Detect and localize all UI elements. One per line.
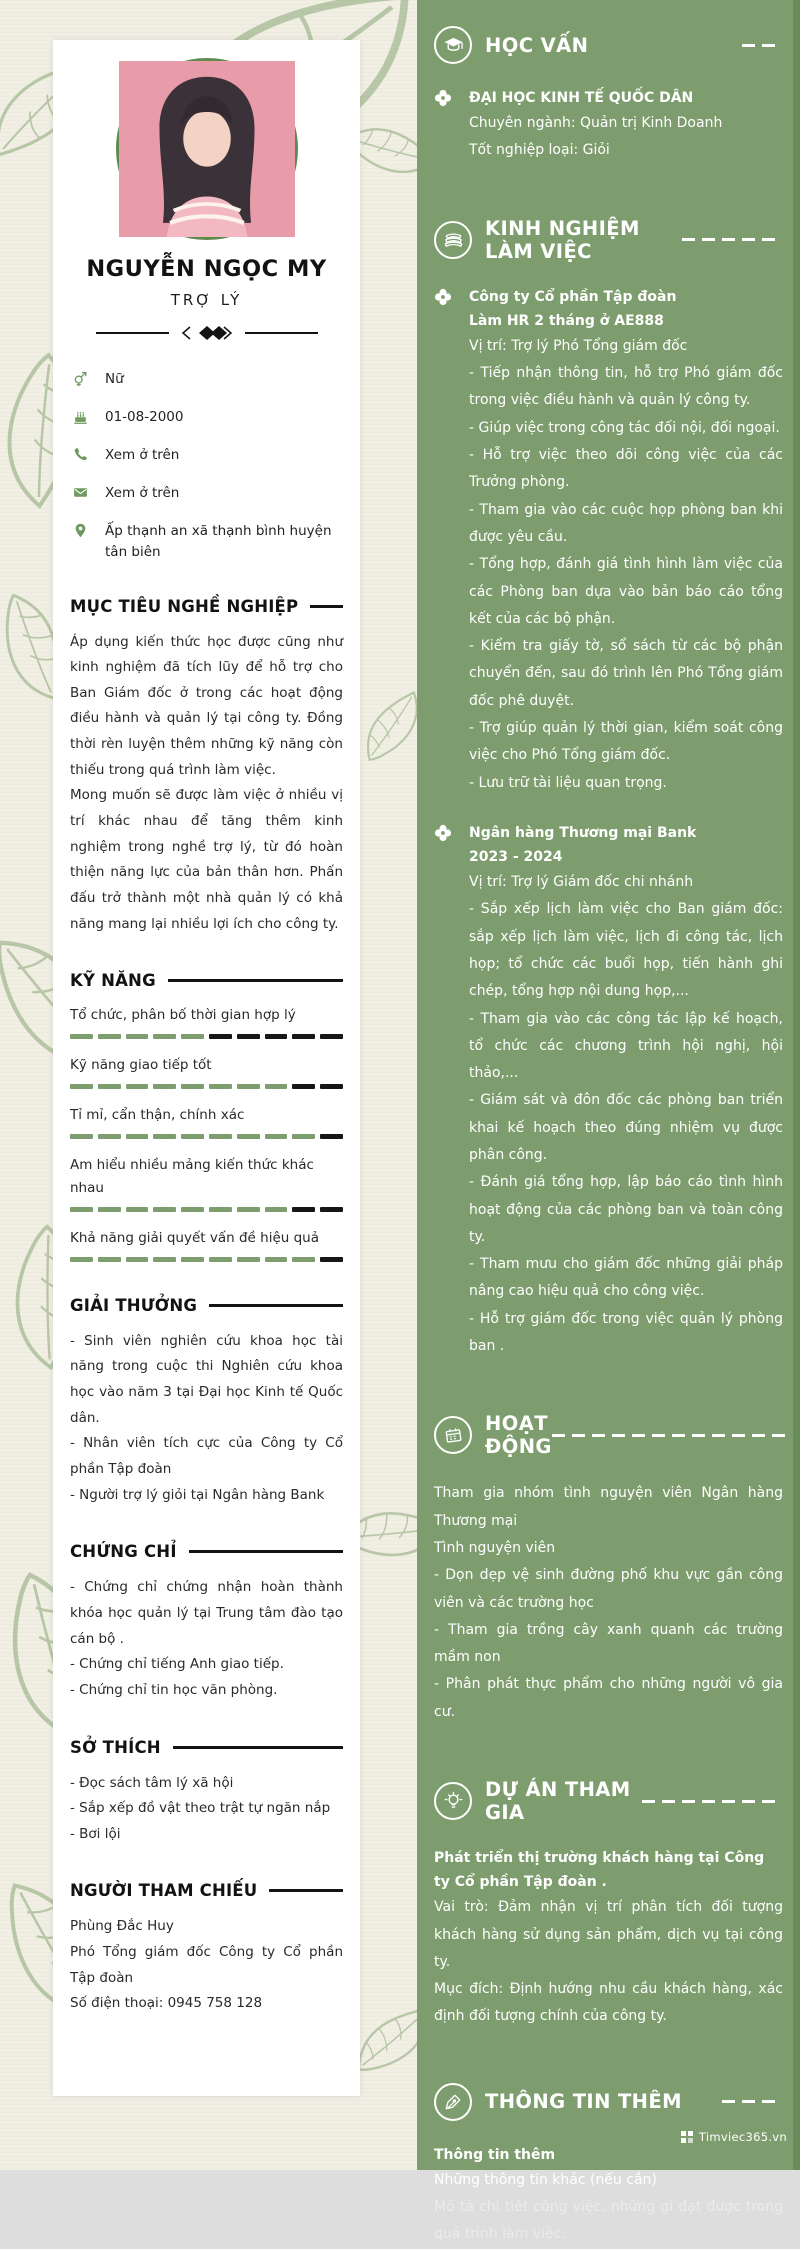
skill-level-bar	[70, 1134, 343, 1139]
entry-heading: Làm HR 2 tháng ở AE888	[469, 312, 664, 329]
skill-level-segment	[70, 1257, 93, 1262]
skill-level-segment	[126, 1034, 149, 1039]
section-header	[434, 26, 783, 64]
text-line: - Hỗ trợ việc theo dõi công việc của các Trưởng phòng.	[469, 447, 783, 491]
skills-list	[70, 1004, 343, 1262]
text-line: Số điện thoại: 0945 758 128	[70, 1995, 263, 2012]
header-dash	[762, 1800, 775, 1803]
text-block	[434, 1846, 783, 2031]
text-line: - Tiếp nhận thông tin, hỗ trợ Phó giám đốc trong việc điều hành và quản lý công ty.	[469, 365, 783, 409]
location-icon	[70, 521, 90, 563]
text-line: Vị trí: Trợ lý Phó Tổng giám đốc	[469, 337, 688, 354]
section-title: KỸ NĂNG	[70, 971, 156, 991]
section-title: THÔNG TIN THÊM	[485, 2090, 682, 2114]
text-line: - Lưu trữ tài liệu quan trọng.	[469, 774, 667, 791]
text-line: Phùng Đắc Huy	[70, 1918, 174, 1935]
skill-level-segment	[181, 1207, 204, 1212]
skill-level-segment	[126, 1207, 149, 1212]
site-watermark	[681, 2130, 787, 2144]
calendar-icon	[434, 1416, 472, 1454]
header-dash	[682, 238, 695, 241]
skill-item	[70, 1054, 343, 1089]
skill-level-segment	[153, 1134, 176, 1139]
section-awards	[70, 1296, 343, 1508]
books-icon	[434, 221, 472, 259]
section-header	[70, 1738, 343, 1757]
text-line: - Tổng hợp, đánh giá tình hình làm việc của các Phòng ban dựa vào bản báo cáo tổng kết của các bộ phận.	[469, 556, 783, 627]
skill-level-segment	[181, 1134, 204, 1139]
header-dash	[742, 238, 755, 241]
skill-level-segment	[292, 1257, 315, 1262]
text-line: Áp dụng kiến thức học được cũng như kinh nghiệm đã tích lũy để hỗ trợ cho Ban Giám đốc ở trong các hoạt động điều hành và quản lý tại công ty. Đồng thời rèn luyện thêm những kỹ năng còn thiếu trong quá trình làm việc.	[70, 633, 343, 778]
section-title: HỌC VẤN	[485, 33, 589, 57]
header-dash	[612, 1434, 625, 1437]
skill-level-segment	[98, 1084, 121, 1089]
header-dash	[652, 1434, 665, 1437]
header-dash	[692, 1434, 705, 1437]
skill-level-segment	[126, 1257, 149, 1262]
header-rule	[310, 605, 343, 608]
text-line: - Tham mưu cho giám đốc những giải pháp nâng cao hiệu quả cho công việc.	[469, 1256, 783, 1300]
gender-icon	[70, 369, 90, 390]
skill-level-segment	[265, 1207, 288, 1212]
entry-heading: Công ty Cổ phần Tập đoàn	[469, 288, 677, 305]
text-line: - Phân phát thực phẩm cho những người vô gia cư.	[434, 1676, 783, 1720]
skill-level-segment	[70, 1134, 93, 1139]
contact-info-item	[70, 407, 343, 428]
section-title: CHỨNG CHỈ	[70, 1542, 177, 1562]
header-dash	[722, 2100, 735, 2103]
section-title: SỞ THÍCH	[70, 1737, 161, 1757]
entry-item	[469, 821, 783, 1361]
header-dash	[552, 1434, 565, 1437]
section-header	[70, 971, 343, 990]
contact-info-item	[70, 483, 343, 504]
header-rule	[209, 1304, 343, 1307]
skill-level-segment	[209, 1084, 232, 1089]
header-dash	[742, 44, 755, 47]
header-dash	[662, 1800, 675, 1803]
header-dash	[632, 1434, 645, 1437]
entry-item	[469, 285, 783, 797]
entry-heading: Thông tin thêm	[434, 2146, 556, 2163]
skill-level-segment	[320, 1084, 343, 1089]
candidate-name: NGUYỄN NGỌC MY	[86, 256, 327, 282]
skill-item	[70, 1104, 343, 1139]
text-line: - Nhân viên tích cực của Công ty Cổ phần Tập đoàn	[70, 1435, 343, 1478]
header-dash	[722, 1800, 735, 1803]
text-line: - Chứng chỉ tiếng Anh giao tiếp.	[70, 1656, 284, 1673]
text-line: - Tham gia vào các cuộc họp phòng ban khi được yêu cầu.	[469, 501, 783, 545]
section-header	[434, 1778, 783, 1824]
section-header	[70, 1296, 343, 1315]
skill-level-segment	[126, 1084, 149, 1089]
phone-icon	[70, 445, 90, 466]
entry-heading: 2023 - 2024	[469, 848, 563, 865]
header-dash	[772, 1434, 785, 1437]
skill-level-segment	[70, 1207, 93, 1212]
text-line: - Trợ giúp quản lý thời gian, kiểm soát công việc cho Phó Tổng giám đốc.	[469, 719, 783, 764]
skill-level-bar	[70, 1084, 343, 1089]
section-content	[434, 86, 783, 165]
skill-level-segment	[292, 1084, 315, 1089]
header-rule	[168, 979, 343, 982]
contact-info-text: Xem ở trên	[105, 446, 180, 463]
header-dash	[672, 1434, 685, 1437]
header-dashes	[742, 44, 783, 47]
text-line: - Hỗ trợ giám đốc trong việc quản lý phòng ban .	[469, 1310, 783, 1355]
profile-photo	[116, 58, 298, 240]
section-experience	[434, 217, 783, 1361]
skill-level-segment	[181, 1084, 204, 1089]
section-title: MỤC TIÊU NGHỀ NGHIỆP	[70, 596, 299, 616]
section-title: GIẢI THƯỞNG	[70, 1295, 198, 1315]
entry-item	[469, 86, 783, 165]
section-objective	[70, 597, 343, 938]
skill-level-segment	[70, 1034, 93, 1039]
text-line: - Tham gia trồng cây xanh quanh các trường mầm non	[434, 1621, 783, 1666]
birthday-icon	[70, 407, 90, 428]
entry-heading: Ngân hàng Thương mại Bank	[469, 824, 697, 841]
skill-level-segment	[153, 1034, 176, 1039]
section-education	[434, 26, 783, 165]
skill-level-segment	[153, 1084, 176, 1089]
skill-label: Kỹ năng giao tiếp tốt	[70, 1057, 212, 1074]
skill-item	[70, 1004, 343, 1039]
text-line: Tốt nghiệp loại: Giỏi	[469, 142, 610, 159]
skill-label: Tỉ mỉ, cẩn thận, chính xác	[70, 1107, 245, 1124]
name-divider	[96, 325, 318, 341]
skill-level-segment	[153, 1257, 176, 1262]
skill-level-segment	[209, 1034, 232, 1039]
skill-level-segment	[181, 1034, 204, 1039]
text-line: Tình nguyện viên	[434, 1539, 556, 1556]
text-line: - Sinh viên nghiên cứu khoa học tài năng trong cuộc thi Nghiên cứu khoa học vào năm 3 tại Đại học Kinh tế Quốc dân.	[70, 1332, 343, 1426]
clover-bullet-icon	[434, 288, 452, 306]
job-title: TRỢ LÝ	[170, 291, 243, 309]
skill-level-bar	[70, 1257, 343, 1262]
section-more-info	[434, 2083, 783, 2249]
header-dash	[732, 1434, 745, 1437]
section-title: HOẠT ĐỘNG	[485, 1412, 552, 1459]
entry-heading: Phát triển thị trường khách hàng tại Công ty Cổ phần Tập đoàn .	[434, 1850, 765, 1891]
section-header	[70, 1881, 343, 1900]
skill-level-segment	[237, 1084, 260, 1089]
skill-level-segment	[292, 1134, 315, 1139]
section-content	[434, 1480, 783, 1726]
skill-level-segment	[265, 1084, 288, 1089]
section-header	[70, 597, 343, 616]
text-line: - Sắp xếp đồ vật theo trật tự ngăn nắp	[70, 1800, 331, 1817]
header-dash	[702, 1800, 715, 1803]
skill-level-segment	[237, 1207, 260, 1212]
contact-info-text: Xem ở trên	[105, 484, 180, 501]
section-certificates	[70, 1542, 343, 1703]
skill-level-segment	[98, 1034, 121, 1039]
header-rule	[189, 1550, 343, 1553]
skill-level-segment	[292, 1207, 315, 1212]
watermark-logo-icon	[681, 2131, 693, 2143]
watermark-text: Timviec365.vn	[698, 2130, 787, 2144]
skill-level-segment	[98, 1257, 121, 1262]
text-line: Phó Tổng giám đốc Công ty Cổ phần Tập đoàn	[70, 1944, 343, 1986]
header-rule	[269, 1889, 343, 1892]
text-line: - Bơi lội	[70, 1825, 121, 1842]
section-header	[434, 2083, 783, 2121]
header-rule	[173, 1746, 343, 1749]
section-header	[70, 1542, 343, 1561]
text-line: Vị trí: Trợ lý Giám đốc chi nhánh	[469, 874, 694, 891]
skill-level-segment	[209, 1134, 232, 1139]
skill-level-segment	[265, 1257, 288, 1262]
section-activities	[434, 1412, 783, 1726]
text-line: Những thông tin khác (nếu cần)	[434, 2171, 657, 2188]
clover-bullet-icon	[434, 89, 452, 107]
header-dash	[742, 2100, 755, 2103]
text-line: - Đọc sách tâm lý xã hội	[70, 1774, 234, 1791]
skill-level-segment	[126, 1134, 149, 1139]
text-line: - Kiểm tra giấy tờ, sổ sách từ các bộ phận chuyển đến, sau đó trình lên Phó Tổng giám đốc phê duyệt.	[469, 638, 783, 709]
skill-level-segment	[209, 1257, 232, 1262]
profile-card	[53, 40, 360, 2096]
skill-label: Am hiểu nhiều mảng kiến thức khác nhau	[70, 1157, 314, 1196]
header-dash	[712, 1434, 725, 1437]
text-line: - Dọn dẹp vệ sinh đường phố khu vực gần công viên và các trường học	[434, 1567, 783, 1611]
header-dash	[762, 2100, 775, 2103]
right-panel	[417, 0, 800, 2243]
skill-level-segment	[181, 1257, 204, 1262]
skill-level-bar	[70, 1034, 343, 1039]
contact-info-text: 01-08-2000	[105, 408, 184, 425]
skill-level-segment	[153, 1207, 176, 1212]
skill-level-segment	[237, 1257, 260, 1262]
skill-level-segment	[320, 1034, 343, 1039]
section-hobbies	[70, 1738, 343, 1848]
email-icon	[70, 483, 90, 504]
section-content	[434, 1846, 783, 2031]
text-line: - Tham gia vào các công tác lập kế hoạch, tổ chức các chương trình hội nghị, hội thảo,...	[469, 1010, 783, 1082]
portrait-illustration	[119, 61, 295, 237]
header-dash	[592, 1434, 605, 1437]
skill-item	[70, 1154, 343, 1212]
contact-info-text: Ấp thạnh an xã thạnh bình huyện tân biên	[105, 522, 332, 560]
skill-level-segment	[237, 1034, 260, 1039]
section-content	[434, 2143, 783, 2249]
graduation-cap-icon	[434, 26, 472, 64]
placeholder-text-line: Mô tả chi tiết công việc, những gì đạt được trong quá trình làm việc.	[434, 2199, 783, 2243]
skill-level-segment	[237, 1134, 260, 1139]
skill-level-segment	[265, 1034, 288, 1039]
text-line: - Sắp xếp lịch làm việc cho Ban giám đốc: sắp xếp lịch làm việc, lịch đi công tác, lịch họp; tổ chức các buổi họp, tiến hành ghi chép, tổng hợp nội dung họp,...	[469, 901, 783, 1000]
contact-info-text: Nữ	[105, 371, 124, 387]
skill-level-segment	[320, 1207, 343, 1212]
text-line: - Chứng chỉ chứng nhận hoàn thành khóa học quản lý tại Trung tâm đào tạo cán bộ .	[70, 1579, 343, 1647]
header-dash	[642, 1800, 655, 1803]
text-line: Mục đích: Định hướng nhu cầu khách hàng, xác định đối tượng chính của công ty.	[434, 1981, 783, 2025]
text-line: Mong muốn sẽ được làm việc ở nhiều vị trí khác nhau để tăng thêm kinh nghiệm trong nghề trợ lý, từ đó hoàn thiện năng lực của bản thân hơn. Phấn đấu trở thành một nhà quản lý có khả năng mang lại nhiều lợi ích cho công ty.	[70, 787, 343, 932]
skill-level-segment	[320, 1134, 343, 1139]
skill-level-bar	[70, 1207, 343, 1212]
text-line: - Giúp việc trong công tác đối nội, đối ngoại.	[469, 419, 780, 436]
skill-level-segment	[98, 1207, 121, 1212]
header-dash	[722, 238, 735, 241]
skill-level-segment	[70, 1084, 93, 1089]
header-dash	[752, 1434, 765, 1437]
skill-level-segment	[209, 1207, 232, 1212]
text-line: - Đánh giá tổng hợp, lập báo cáo tình hình hoạt động của các phòng ban và toàn công ty.	[469, 1174, 783, 1245]
header-dashes	[682, 238, 783, 241]
clover-bullet-icon	[434, 824, 452, 842]
contact-info-item	[70, 369, 343, 390]
header-dash	[682, 1800, 695, 1803]
text-line: Vai trò: Đảm nhận vị trí phân tích đối tượng khách hàng sử dụng sản phẩm, dịch vụ tại công ty.	[434, 1899, 783, 1970]
text-line: - Chứng chỉ tin học văn phòng.	[70, 1681, 278, 1698]
header-dash	[762, 44, 775, 47]
pen-icon	[434, 2083, 472, 2121]
header-dash	[702, 238, 715, 241]
section-header	[434, 217, 783, 263]
section-header	[434, 1412, 783, 1458]
skill-level-segment	[265, 1134, 288, 1139]
skill-item	[70, 1227, 343, 1262]
header-dash	[742, 1800, 755, 1803]
text-line: Tham gia nhóm tình nguyện viên Ngân hàng Thương mại	[434, 1485, 783, 1529]
diamond-ornament-icon	[174, 325, 240, 341]
section-title: KINH NGHIỆM LÀM VIỆC	[485, 216, 640, 263]
idea-icon	[434, 1782, 472, 1820]
text-block	[434, 2143, 783, 2249]
section-skills	[70, 971, 343, 1262]
header-dashes	[722, 2100, 783, 2103]
skill-label: Tổ chức, phân bố thời gian hợp lý	[70, 1007, 296, 1024]
text-line: - Người trợ lý giỏi tại Ngân hàng Bank	[70, 1486, 325, 1503]
header-dashes	[552, 1434, 793, 1437]
skill-level-segment	[98, 1134, 121, 1139]
section-projects	[434, 1778, 783, 2031]
skill-level-segment	[320, 1257, 343, 1262]
section-title: DỰ ÁN THAM GIA	[485, 1778, 631, 1825]
header-dashes	[642, 1800, 783, 1803]
section-reference	[70, 1881, 343, 2017]
contact-info-list	[70, 369, 343, 563]
entry-heading: ĐẠI HỌC KINH TẾ QUỐC DÂN	[469, 90, 694, 106]
skill-level-segment	[292, 1034, 315, 1039]
text-line: Chuyên ngành: Quản trị Kinh Doanh	[469, 115, 723, 132]
header-dash	[572, 1434, 585, 1437]
header-dash	[762, 238, 775, 241]
section-content	[434, 285, 783, 1361]
contact-info-item	[70, 445, 343, 466]
skill-label: Khả năng giải quyết vấn đề hiệu quả	[70, 1229, 319, 1246]
text-line: - Giám sát và đôn đốc các phòng ban triển khai kế hoạch theo đúng nhiệm vụ được phân công.	[469, 1092, 783, 1163]
section-title: NGƯỜI THAM CHIẾU	[70, 1881, 258, 1901]
contact-info-item	[70, 521, 343, 563]
text-block	[434, 1480, 783, 1726]
